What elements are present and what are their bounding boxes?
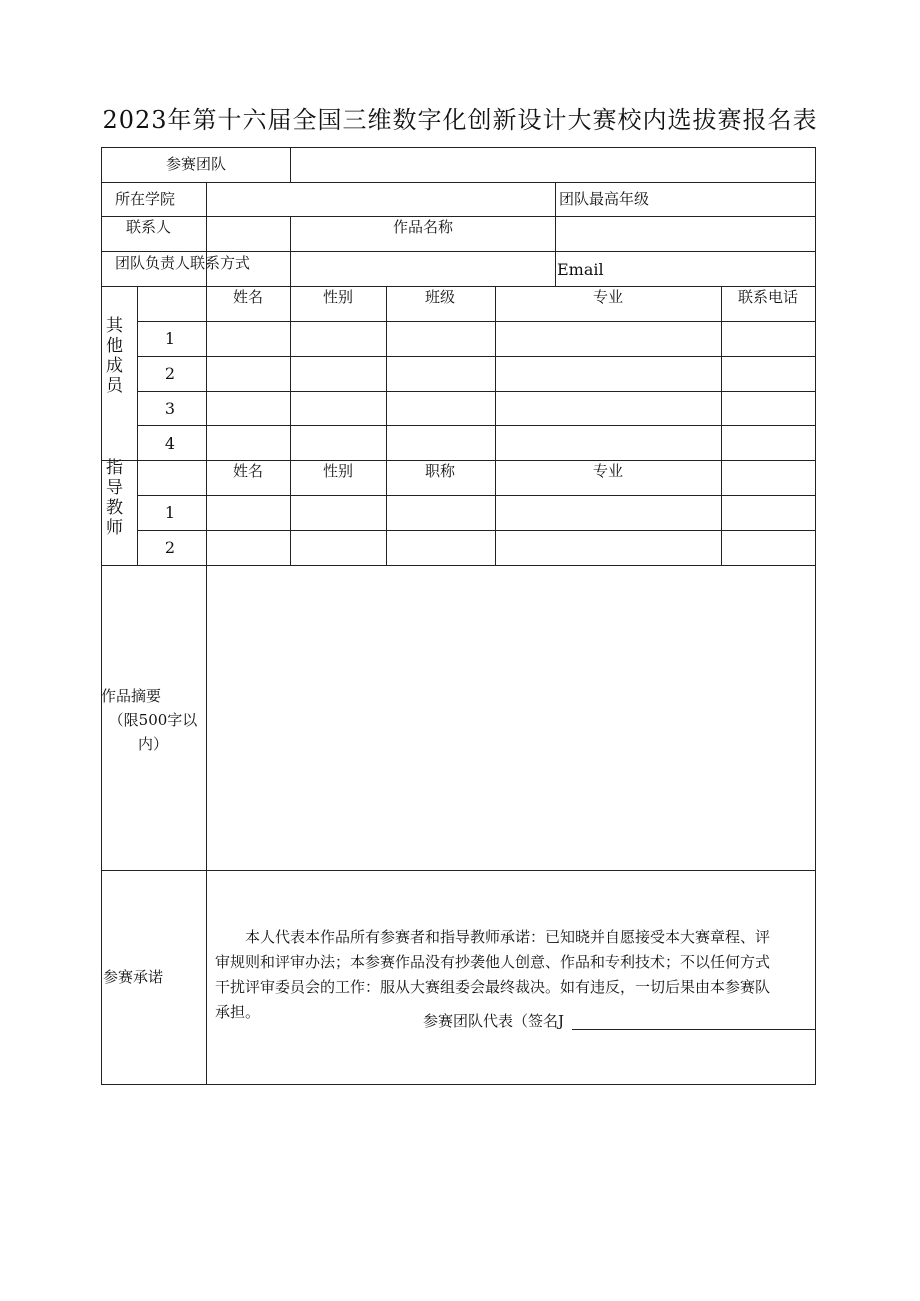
member-row-number: 3 [164, 399, 176, 418]
members-header-phone: 联系电话 [737, 288, 799, 306]
form-title: 2023年第十六届全国三维数字化创新设计大赛校内选拔赛报名表 [102, 106, 818, 134]
members-header-name: 姓名 [232, 288, 264, 306]
abstract-field[interactable] [208, 567, 814, 869]
members-header-gender: 性别 [322, 288, 354, 306]
advisors-header-major: 专业 [592, 462, 624, 480]
advisors-section-label: 指导教师 [106, 458, 123, 538]
leader-contact-label: 团队负责人联系方式 [115, 254, 251, 272]
table-border-bottom [101, 1084, 816, 1085]
contact-field[interactable] [208, 218, 289, 250]
members-header-major: 专业 [592, 288, 624, 306]
team-label: 参赛团队 [165, 155, 227, 173]
member-row-number: 2 [164, 364, 176, 383]
signature-line [572, 1029, 815, 1030]
signature-label: 参赛团队代表（签名J [423, 1012, 565, 1030]
advisors-header-name: 姓名 [232, 462, 264, 480]
college-field[interactable] [208, 184, 554, 215]
college-label: 所在学院 [115, 190, 176, 208]
table-border-left [101, 147, 102, 1085]
abstract-label-line3: 内） [137, 735, 168, 753]
member-row-number: 4 [164, 434, 176, 453]
team-field[interactable] [292, 149, 814, 181]
abstract-label-line1: 作品摘要 [101, 687, 162, 705]
table-border-top [101, 147, 816, 148]
table-border-right [815, 147, 816, 1085]
work-name-field[interactable] [557, 218, 814, 250]
advisor-row-number: 2 [164, 538, 176, 557]
work-name-label: 作品名称 [392, 218, 454, 236]
signature-field[interactable] [572, 1008, 815, 1028]
advisors-header-title: 职称 [424, 462, 456, 480]
leader-contact-field[interactable] [292, 253, 554, 285]
members-header-class: 班级 [424, 288, 456, 306]
member-row-number: 1 [164, 329, 176, 348]
advisor-row-number: 1 [164, 503, 176, 522]
commitment-label: 参赛承诺 [103, 968, 164, 986]
commitment-text: 本人代表本作品所有参赛者和指导教师承诺：已知晓并自愿接受本大赛章程、评审规则和评审办法；本参赛作品没有抄袭他人创意、作品和专利技术；不以任何方式干扰评审委员会的工作：服从大赛组委会最终裁决。如有违反，一切后果由本参赛队承担。 [215, 928, 771, 1021]
contact-label: 联系人 [126, 218, 172, 236]
abstract-label-line2: （限500字以 [108, 711, 198, 729]
highest-grade-label: 团队最高年级 [559, 190, 650, 208]
email-label: Email [557, 260, 604, 279]
abstract-label [101, 684, 205, 756]
members-section-label: 其他成员 [106, 316, 123, 396]
advisors-header-gender: 性别 [322, 462, 354, 480]
